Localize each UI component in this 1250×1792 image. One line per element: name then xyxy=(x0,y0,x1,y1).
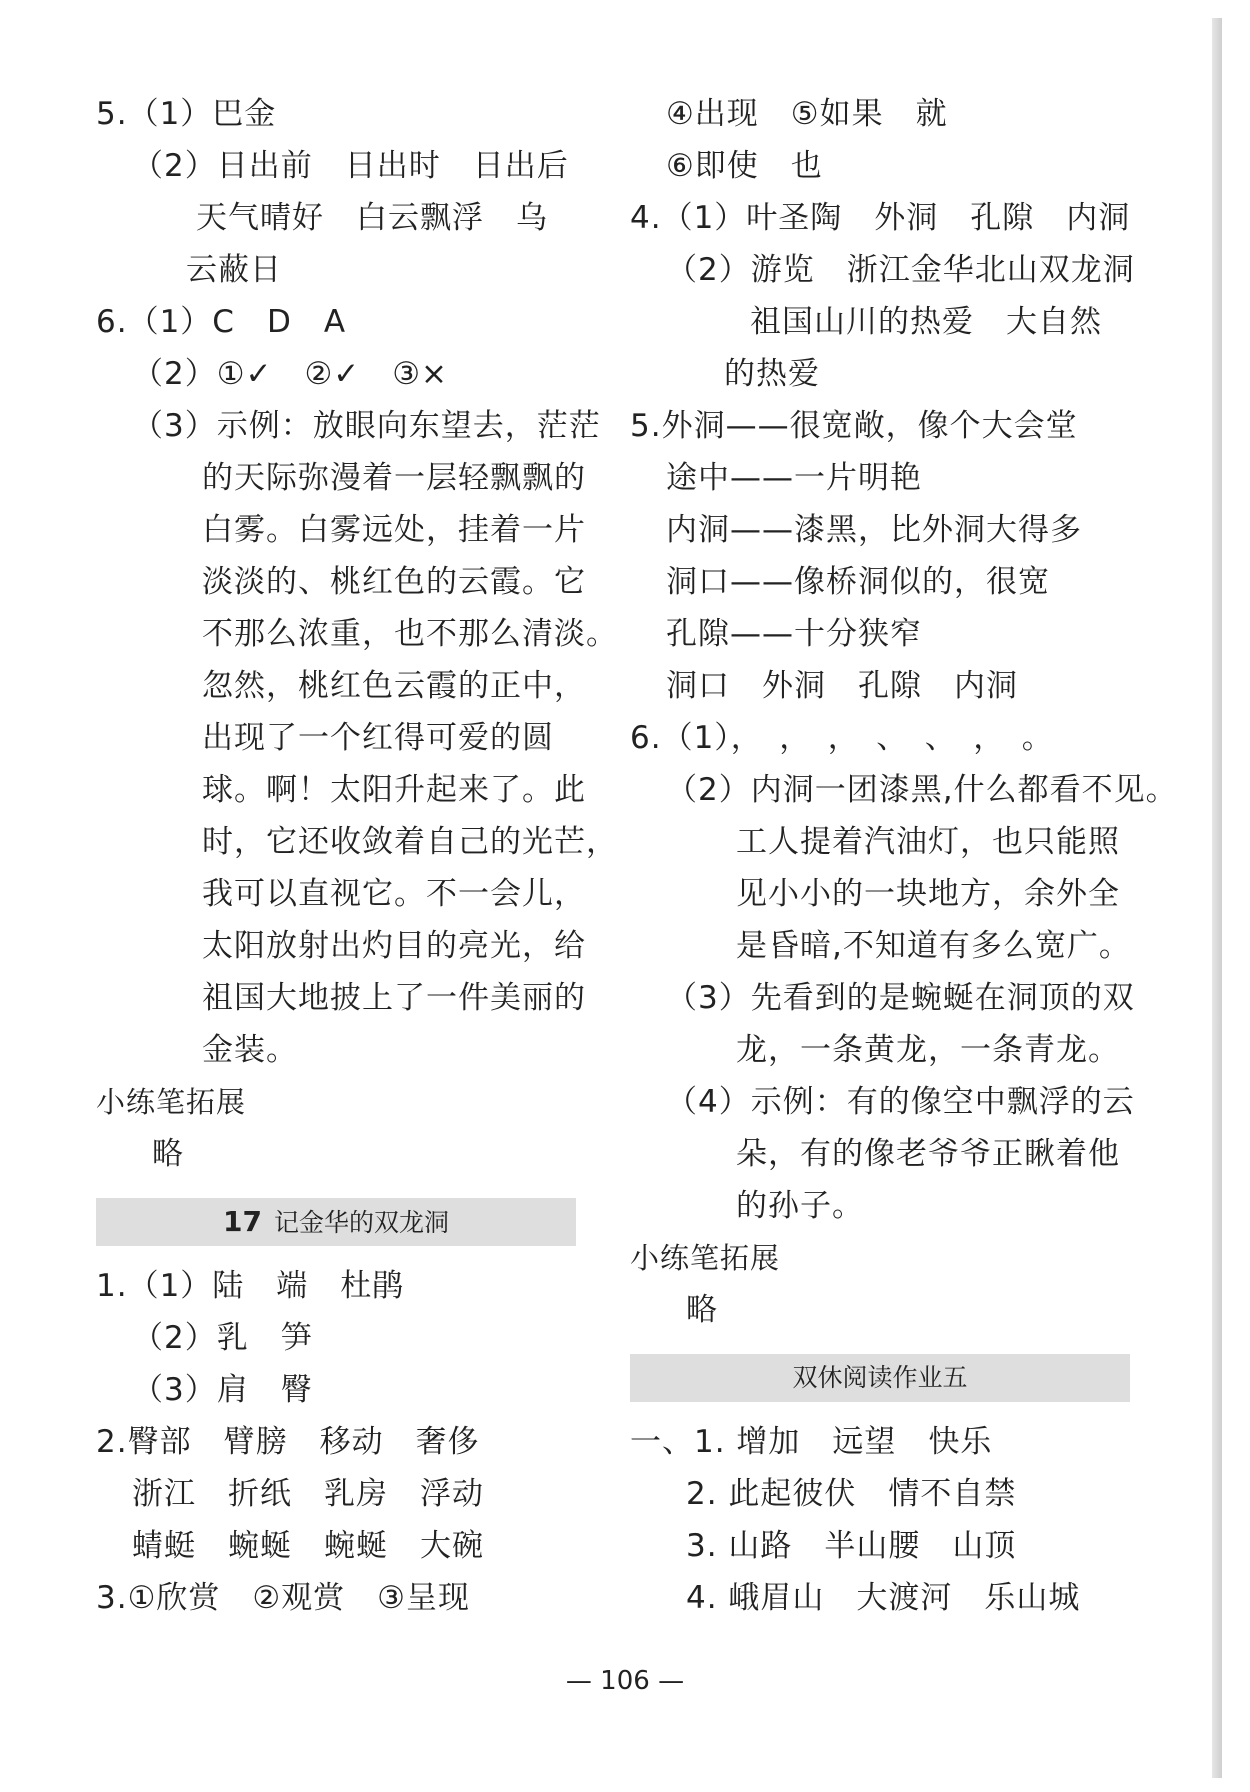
answer-line: 6.（1）C D A xyxy=(96,304,347,340)
answer-line: （4）示例：有的像空中飘浮的云 xyxy=(666,1084,1135,1120)
answer-line: （2）游览 浙江金华北山双龙洞 xyxy=(666,252,1135,288)
weekend-answers-block xyxy=(630,1416,1130,1624)
answer-line: 洞口 外洞 孔隙 内洞 xyxy=(666,668,1018,704)
answer-line: 5.外洞——很宽敞，像个大会堂 xyxy=(630,408,1078,444)
answer-line: （2）①✓ ②✓ ③× xyxy=(132,356,449,392)
answer-line: 云蔽日 xyxy=(186,252,282,288)
answer-line: （3）先看到的是蜿蜒在洞顶的双 xyxy=(666,980,1135,1016)
answer-line: 3. 山路 半山腰 山顶 xyxy=(686,1528,1017,1564)
right-column xyxy=(630,88,1178,1624)
answer-line: 的孙子。 xyxy=(736,1188,864,1224)
answer-line: 内洞——漆黑，比外洞大得多 xyxy=(666,512,1082,548)
answer-line: （2）乳 笋 xyxy=(132,1320,313,1356)
answer-line: 洞口——像桥洞似的，很宽 xyxy=(666,564,1050,600)
answer-line: 淡淡的、桃红色的云霞。它 xyxy=(202,564,586,600)
answer-line: 5.（1）巴金 xyxy=(96,96,277,132)
answer-line: 浙江 折纸 乳房 浮动 xyxy=(132,1476,484,1512)
answer-line: 祖国山川的热爱 大自然 xyxy=(750,304,1102,340)
left-answers-block xyxy=(96,88,618,1076)
answer-line: 祖国大地披上了一件美丽的 xyxy=(202,980,586,1016)
answer-line: 工人提着汽油灯，也只能照 xyxy=(736,824,1120,860)
answer-line: 朵，有的像老爷爷正瞅着他 xyxy=(736,1136,1120,1172)
lesson-number: 17 xyxy=(223,1205,262,1238)
lesson-banner xyxy=(96,1198,576,1246)
weekend-reading-banner xyxy=(630,1354,1130,1402)
answer-line: 我可以直视它。不一会儿， xyxy=(202,876,586,912)
answer-line: 白雾。白雾远处，挂着一片 xyxy=(202,512,586,548)
answer-line: 一、1. 增加 远望 快乐 xyxy=(630,1424,993,1460)
lesson-title: 记金华的双龙洞 xyxy=(273,1208,449,1237)
answer-line: 忽然，桃红色云霞的正中， xyxy=(202,668,586,704)
answer-line: ④出现 ⑤如果 就 xyxy=(666,96,948,132)
right-section-answer: 略 xyxy=(686,1292,718,1328)
left-section-heading: 小练笔拓展 xyxy=(96,1085,247,1119)
answer-line: 6.（1）， ， ， 、 、 ， 。 xyxy=(630,720,1054,756)
page-number: — 106 — xyxy=(565,1666,685,1696)
answer-line: 1.（1）陆 端 杜鹃 xyxy=(96,1268,405,1304)
answer-line: 不那么浓重，也不那么清淡。 xyxy=(202,616,618,652)
answer-line: 2.臀部 臂膀 移动 奢侈 xyxy=(96,1424,480,1460)
answer-line: 孔隙——十分狭窄 xyxy=(666,616,922,652)
left-column xyxy=(96,88,618,1624)
page-edge-shadow xyxy=(1212,18,1222,1778)
answer-line: 出现了一个红得可爱的圆 xyxy=(202,720,554,756)
answer-line: ⑥即使 也 xyxy=(666,148,823,184)
answer-line: 3.①欣赏 ②观赏 ③呈现 xyxy=(96,1580,470,1616)
answer-line: 是昏暗,不知道有多么宽广。 xyxy=(736,928,1131,964)
left-section-answer: 略 xyxy=(152,1136,184,1172)
answer-line: 龙，一条黄龙，一条青龙。 xyxy=(736,1032,1120,1068)
answer-line: 天气晴好 白云飘浮 乌 xyxy=(196,200,548,236)
answer-line: 见小小的一块地方，余外全 xyxy=(736,876,1120,912)
answer-line: （3）肩 臀 xyxy=(132,1372,313,1408)
answer-line: 4.（1）叶圣陶 外洞 孔隙 内洞 xyxy=(630,200,1131,236)
right-section-heading: 小练笔拓展 xyxy=(630,1241,781,1275)
answer-line: 2. 此起彼伏 情不自禁 xyxy=(686,1476,1017,1512)
answer-line: 金装。 xyxy=(202,1032,298,1068)
answer-line: 途中——一片明艳 xyxy=(666,460,922,496)
answer-line: 太阳放射出灼目的亮光，给 xyxy=(202,928,586,964)
answer-line: 球。啊！太阳升起来了。此 xyxy=(202,772,586,808)
answer-line: 的热爱 xyxy=(724,356,820,392)
weekend-reading-title: 双休阅读作业五 xyxy=(792,1363,968,1392)
answer-line: 的天际弥漫着一层轻飘飘的 xyxy=(202,460,586,496)
answer-line: （2）日出前 日出时 日出后 xyxy=(132,148,569,184)
answer-line: 蜻蜓 蜿蜒 蜿蜒 大碗 xyxy=(132,1528,484,1564)
answer-line: （3）示例：放眼向东望去，茫茫 xyxy=(132,408,601,444)
right-answers-block xyxy=(630,88,1178,1232)
lesson-answers-block xyxy=(96,1260,576,1624)
answer-line: （2）内洞一团漆黑,什么都看不见。 xyxy=(666,772,1178,808)
answer-line: 4. 峨眉山 大渡河 乐山城 xyxy=(686,1580,1081,1616)
answer-line: 时，它还收敛着自己的光芒， xyxy=(202,824,618,860)
